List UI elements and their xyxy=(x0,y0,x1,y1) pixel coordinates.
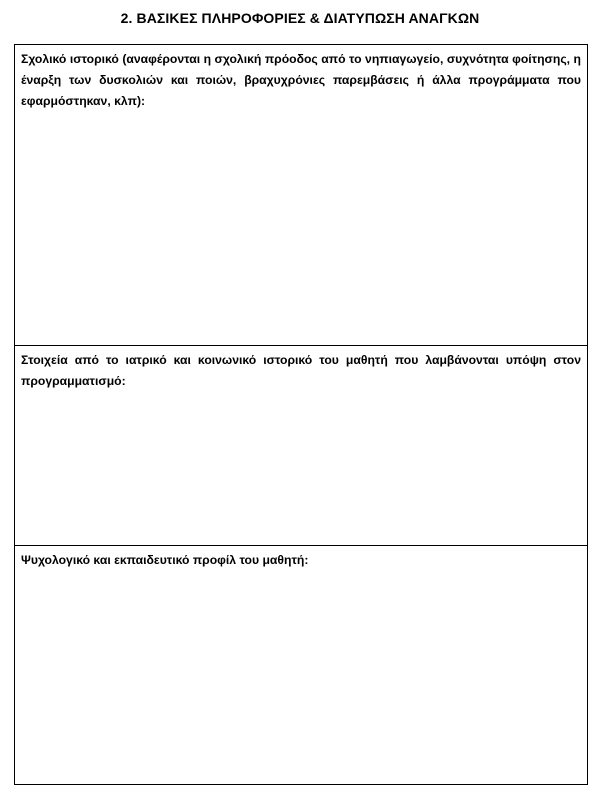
school-history-section[interactable] xyxy=(15,45,587,345)
page-title: 2. ΒΑΣΙΚΕΣ ΠΛΗΡΟΦΟΡΙΕΣ & ΔΙΑΤΥΠΩΣΗ ΑΝΑΓΚΩΝ xyxy=(120,10,480,26)
medical-social-history-section[interactable] xyxy=(15,345,587,545)
psycho-educational-profile-label: Ψυχολογικό και εκπαιδευτικό προφίλ του μαθητή: xyxy=(21,553,309,567)
medical-social-history-label: Στοιχεία από το ιατρικό και κοινωνικό ιστορικό του μαθητή που λαμβάνονται υπόψη στον προγραμματισμό: xyxy=(21,353,581,388)
school-history-label: Σχολικό ιστορικό (αναφέρονται η σχολική πρόοδος από το νηπιαγωγείο, συχνότητα φοίτησης, η έναρξη των δυσκολιών και ποιών, βραχυχρόνιες παρεμβάσεις ή άλλα προγράμματα που εφαρμόστηκαν, κλπ): xyxy=(21,52,581,108)
psycho-educational-profile-section[interactable] xyxy=(15,545,587,784)
form-table xyxy=(14,44,588,785)
